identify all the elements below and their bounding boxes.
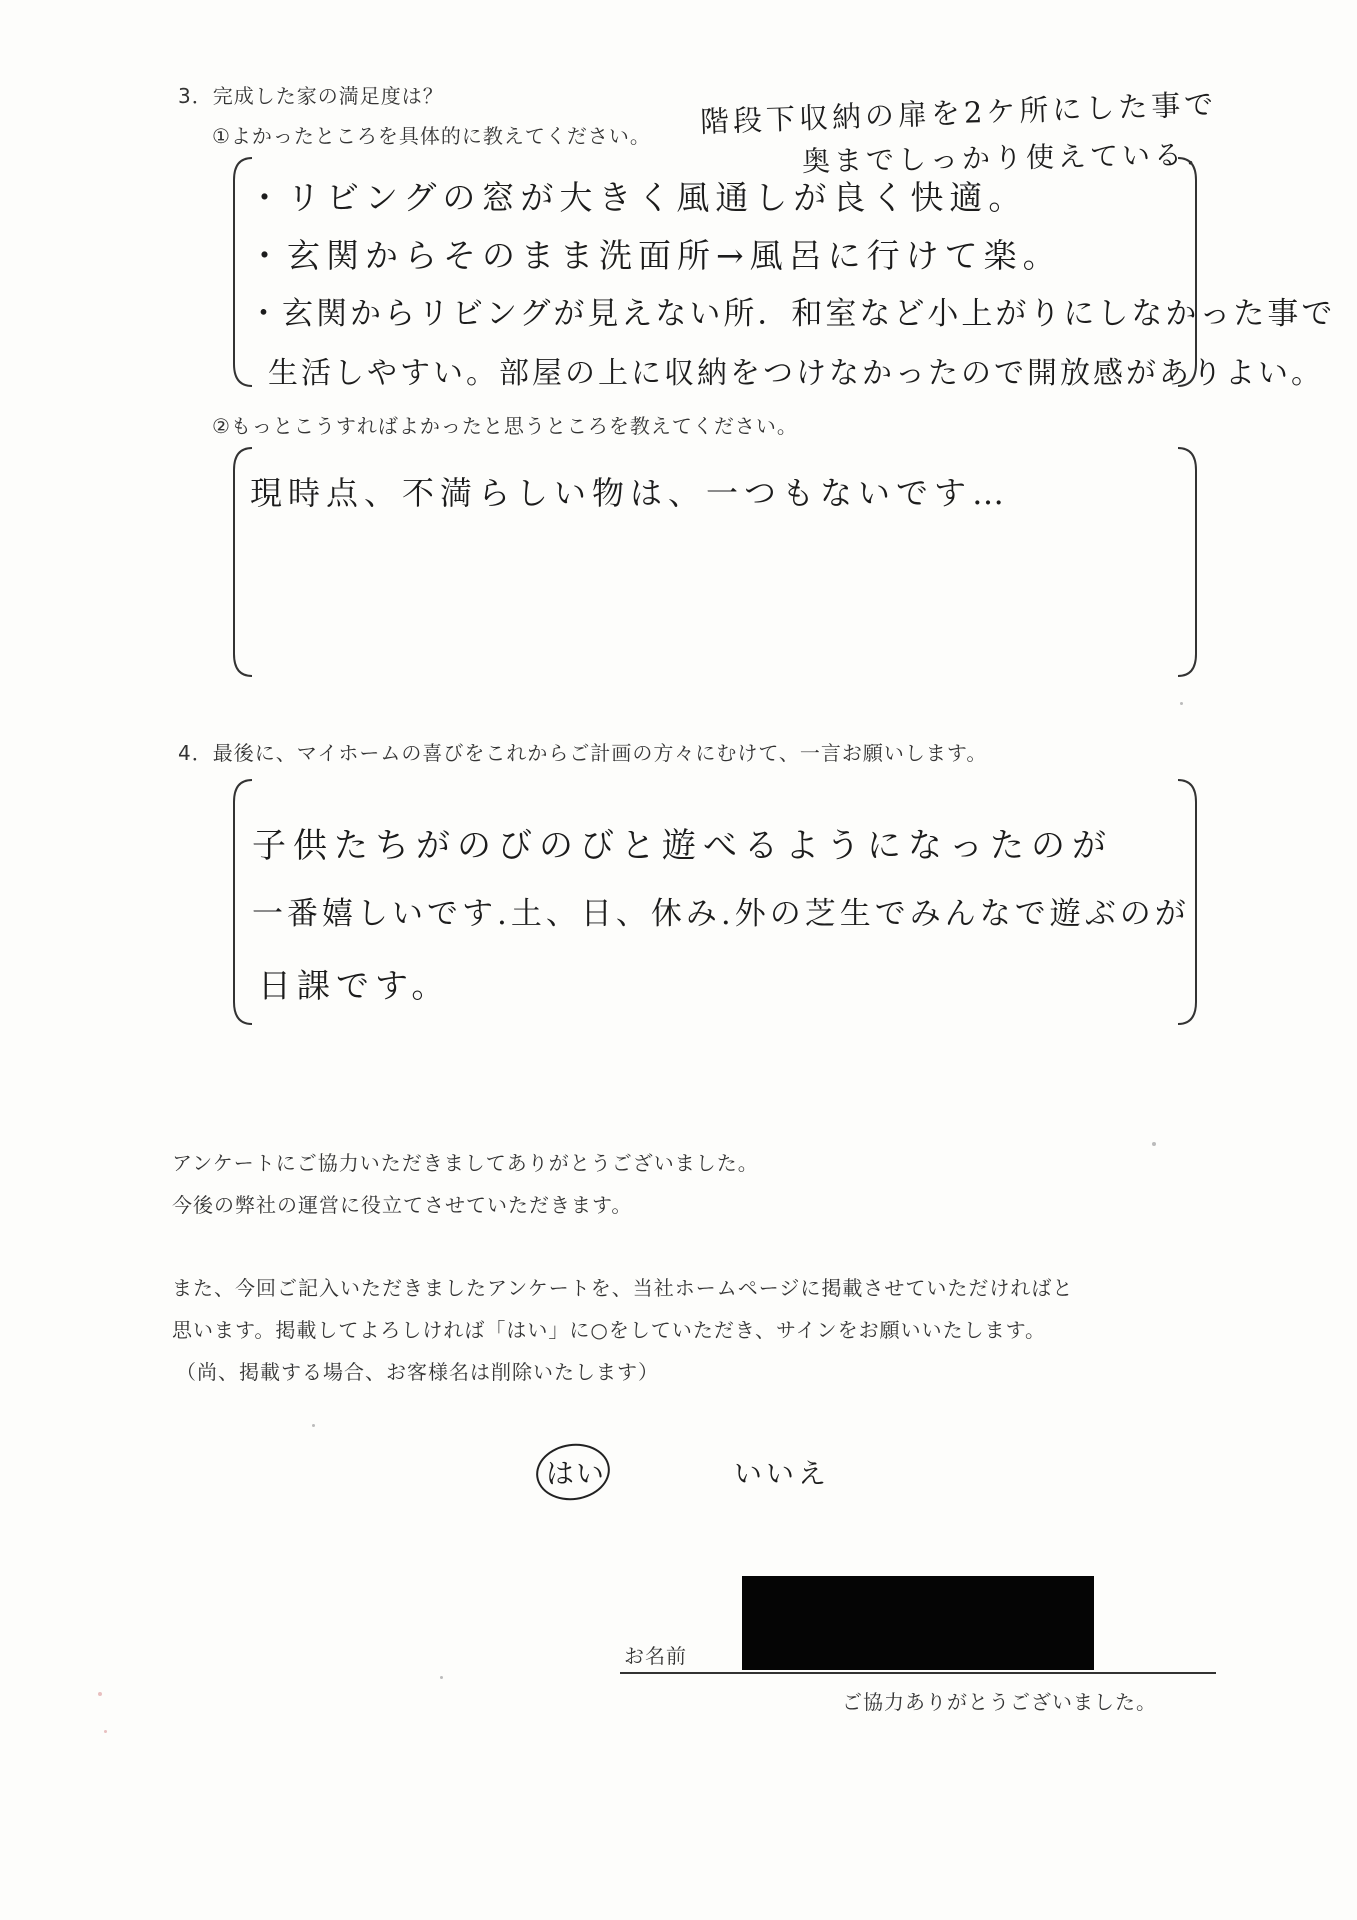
scan-speck (312, 1424, 315, 1427)
thanks-line-2: 今後の弊社の運営に役立てさせていただきます。 (172, 1193, 633, 1217)
signature-label: お名前 (624, 1644, 687, 1668)
closing-text: ご協力ありがとうございました。 (842, 1690, 1157, 1714)
q3-sub1-label: ①よかったところを具体的に教えてください。 (212, 124, 651, 148)
signature-line (620, 1672, 1216, 1674)
consent-line-3: （尚、掲載する場合、お客様名は削除いたします） (176, 1360, 659, 1384)
choice-no[interactable]: いいえ (734, 1457, 831, 1490)
q3-sub2-answer: 現時点、不満らしい物は、一つもないです… (250, 474, 1011, 512)
scan-speck (98, 1692, 102, 1696)
q4-answer-line-3: 日課です。 (258, 966, 451, 1005)
q3-answer-line-1: ・リビングの窓が大きく風通しが良く快適。 (248, 178, 1028, 217)
consent-line-2: 思います。掲載してよろしければ「はい」に○をしていただき、サインをお願いいたします。 (172, 1318, 1047, 1342)
scan-speck (104, 1730, 107, 1733)
scan-speck (1180, 702, 1183, 705)
q3-answer-line-3: ・玄関からリビングが見えない所．和室など小上がりにしなかった事で (248, 296, 1336, 332)
consent-line-1: また、今回ご記入いただきましたアンケートを、当社ホームページに掲載させていただければと (172, 1276, 1074, 1300)
q3-sub2-label: ②もっとこうすればよかったと思うところを教えてください。 (212, 414, 798, 438)
redacted-name (742, 1576, 1094, 1670)
thanks-line-1: アンケートにご協力いただきましてありがとうございました。 (172, 1151, 759, 1175)
scan-speck (440, 1676, 443, 1679)
q3-heading: 3．完成した家の満足度は？ (178, 84, 444, 108)
scan-speck (1152, 1142, 1156, 1146)
choice-yes[interactable]: はい (546, 1457, 607, 1490)
q4-answer-line-1: 子供たちがのびのびと遊べるようになったのが (252, 826, 1113, 866)
q4-answer-line-2: 一番嬉しいです.土、日、休み.外の芝生でみんなで遊ぶのが (252, 896, 1190, 932)
q3-answer-line-2: ・玄関からそのまま洗面所→風呂に行けて楽。 (248, 236, 1062, 275)
q3-answer-line-4: 生活しやすい。部屋の上に収納をつけなかったので開放感がありよい。 (268, 356, 1324, 391)
q4-heading: 4．最後に、マイホームの喜びをこれからご計画の方々にむけて、一言お願いします。 (178, 741, 988, 765)
q3-extra-line-1: 階段下収納の扉を2ケ所にした事で (699, 86, 1218, 139)
q3-extra-line-2: 奥までしっかり使えている. (801, 138, 1200, 178)
